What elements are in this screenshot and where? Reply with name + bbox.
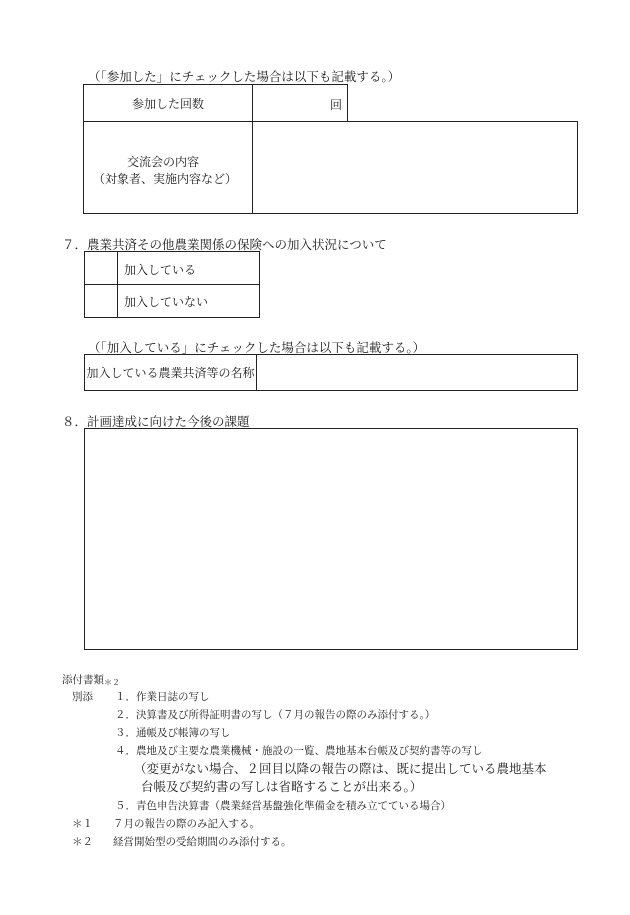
insurance-name-label: 加入している農業共済等の名称 bbox=[86, 366, 255, 380]
footnote-2: 経営開始型の受給期間のみ添付する。 bbox=[113, 836, 292, 848]
footnote-1-mark: ＊１ bbox=[72, 818, 93, 830]
count-label: 参加した回数 bbox=[131, 96, 204, 111]
insurance-name-field[interactable] bbox=[256, 354, 578, 391]
future-issues-field[interactable] bbox=[84, 428, 578, 650]
count-unit: 回 bbox=[330, 98, 343, 112]
content-label-line1: 交流会の内容 bbox=[127, 155, 200, 169]
attachment-item-5: ５．青色申告決算書（農業経営基盤強化準備金を積み立てている場合） bbox=[115, 800, 451, 812]
attachment-item-1: １．作業日誌の写し bbox=[115, 691, 210, 703]
footnote-2-mark: ＊２ bbox=[72, 836, 93, 848]
section7-note: （「加入している」にチェックした場合は以下も記載する。） bbox=[88, 340, 426, 355]
option-joined: 加入している bbox=[124, 263, 197, 277]
content-field[interactable] bbox=[252, 121, 578, 214]
section6-note: （「参加した」にチェックした場合は以下も記載する。） bbox=[88, 69, 401, 84]
attachment-item-4-note-line1: （変更がない場合、２回目以降の報告の際は、既に提出している農地基本 bbox=[134, 761, 547, 776]
attachment-item-3: ３．通帳及び帳簿の写し bbox=[115, 727, 231, 739]
attachment-item-4-note-line2: 台帳及び契約書の写しは省略することが出来る。） bbox=[141, 779, 423, 794]
section8-heading: ８．計画達成に向けた今後の課題 bbox=[62, 414, 250, 429]
attachment-item-2: ２．決算書及び所得証明書の写し（７月の報告の際のみ添付する。） bbox=[115, 709, 436, 721]
attachments-heading-wrap bbox=[62, 672, 120, 688]
footnote-1: ７月の報告の際のみ記入する。 bbox=[113, 818, 260, 830]
option-not-joined: 加入していない bbox=[124, 295, 209, 309]
not-joined-checkbox[interactable] bbox=[84, 284, 118, 318]
attachments-heading: 添付書類 bbox=[62, 674, 104, 686]
attachment-item-4: ４．農地及び主要な農業機械・施設の一覧、農地基本台帳及び契約書等の写し bbox=[115, 745, 483, 757]
content-label-line2: （対象者、実施内容など） bbox=[93, 172, 238, 186]
joined-checkbox[interactable] bbox=[84, 251, 118, 285]
attachments-heading-mark: ＊２ bbox=[104, 678, 120, 687]
section7-heading: ７．農業共済その他農業関係の保険への加入状況について bbox=[62, 237, 387, 252]
attachments-prefix: 別添 bbox=[72, 691, 93, 703]
